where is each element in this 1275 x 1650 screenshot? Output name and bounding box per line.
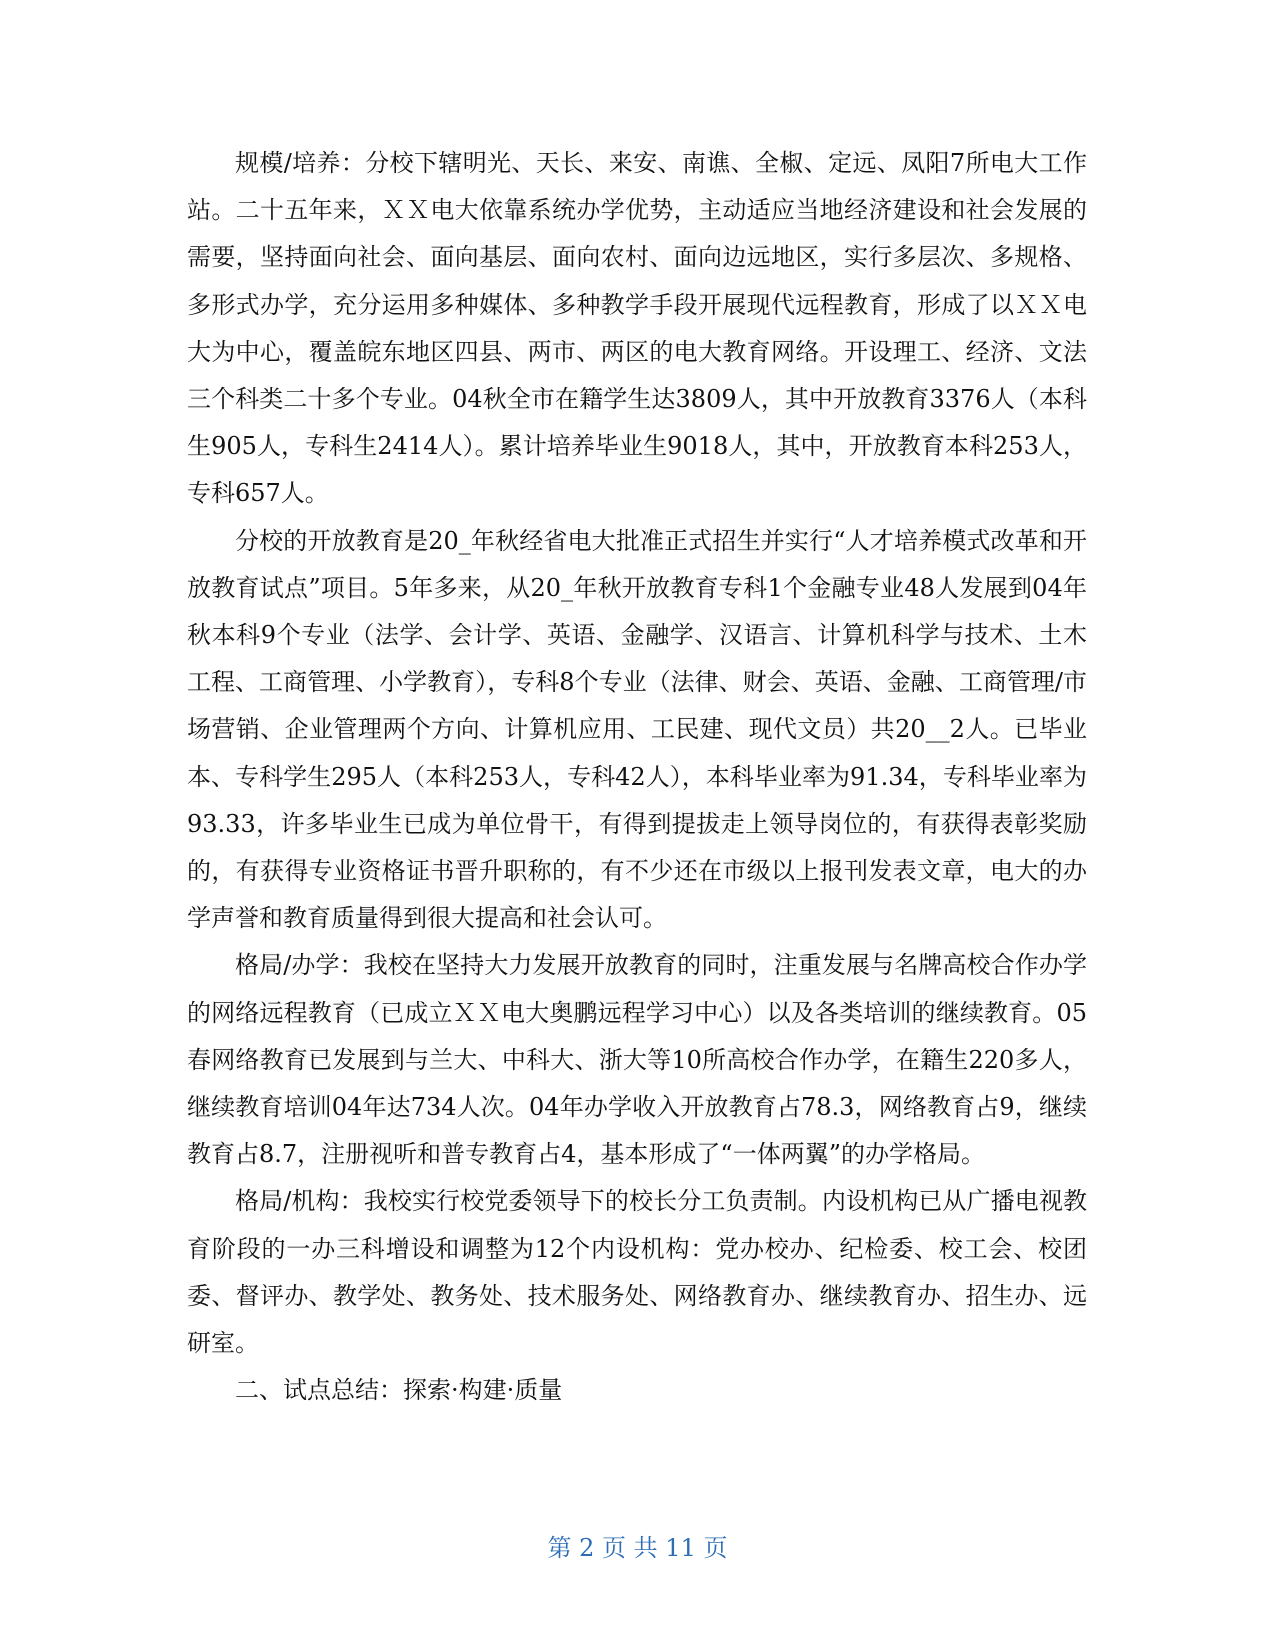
paragraph-scale-training: 规模/培养：分校下辖明光、天长、来安、南谯、全椒、定远、凤阳7所电大工作站。二十五年来，ＸＸ电大依靠系统办学优势，主动适应当地经济建设和社会发展的需要，坚持面向社会、面向基层、面向农村、面向边远地区，实行多层次、多规格、多形式办学，充分运用多种媒体、多种教学手段开展现代远程教育，形成了以ＸＸ电大为中心，覆盖皖东地区四县、两市、两区的电大教育网络。开设理工、经济、文法三个科类二十多个专业。04秋全市在籍学生达3809人，其中开放教育3376人（本科生905人，专科生2414人）。累计培养毕业生9018人，其中，开放教育本科253人，专科657人。 xyxy=(187,149,1087,508)
document-body xyxy=(187,140,1087,1414)
paragraph-structure-schooling: 格局/办学：我校在坚持大力发展开放教育的同时，注重发展与名牌高校合作办学的网络远程教育（已成立ＸＸ电大奥鹏远程学习中心）以及各类培训的继续教育。05春网络教育已发展到与兰大、中科大、浙大等10所高校合作办学，在籍生220多人，继续教育培训04年达734人次。04年办学收入开放教育占78.3，网络教育占9，继续教育占8.7，注册视听和普专教育占4，基本形成了“一体两翼”的办学格局。 xyxy=(187,951,1087,1169)
section-heading: 二、试点总结：探索·构建·质量 xyxy=(235,1376,563,1405)
paragraph-open-education: 分校的开放教育是20_年秋经省电大批准正式招生并实行“人才培养模式改革和开放教育试点”项目。5年多来，从20_年秋开放教育专科1个金融专业48人发展到04年秋本科9个专业（法学、会计学、英语、金融学、汉语言、计算机科学与技术、土木工程、工商管理、小学教育），专科8个专业（法律、财会、英语、金融、工商管理/市场营销、企业管理两个方向、计算机应用、工民建、现代文员）共20__2人。已毕业本、专科学生295人（本科253人，专科42人），本科毕业率为91.34，专科毕业率为93.33，许多毕业生已成为单位骨干，有得到提拔走上领导岗位的，有获得表彰奖励的，有获得专业资格证书晋升职称的，有不少还在市级以上报刊发表文章，电大的办学声誉和教育质量得到很大提高和社会认可。 xyxy=(187,526,1087,933)
paragraph-structure-organization: 格局/机构：我校实行校党委领导下的校长分工负责制。内设机构已从广播电视教育阶段的一办三科增设和调整为12个内设机构：党办校办、纪检委、校工会、校团委、督评办、教学处、教务处、技术服务处、网络教育办、继续教育办、招生办、远研室。 xyxy=(187,1187,1087,1358)
page-footer: 第 2 页 共 11 页 xyxy=(547,1534,728,1562)
